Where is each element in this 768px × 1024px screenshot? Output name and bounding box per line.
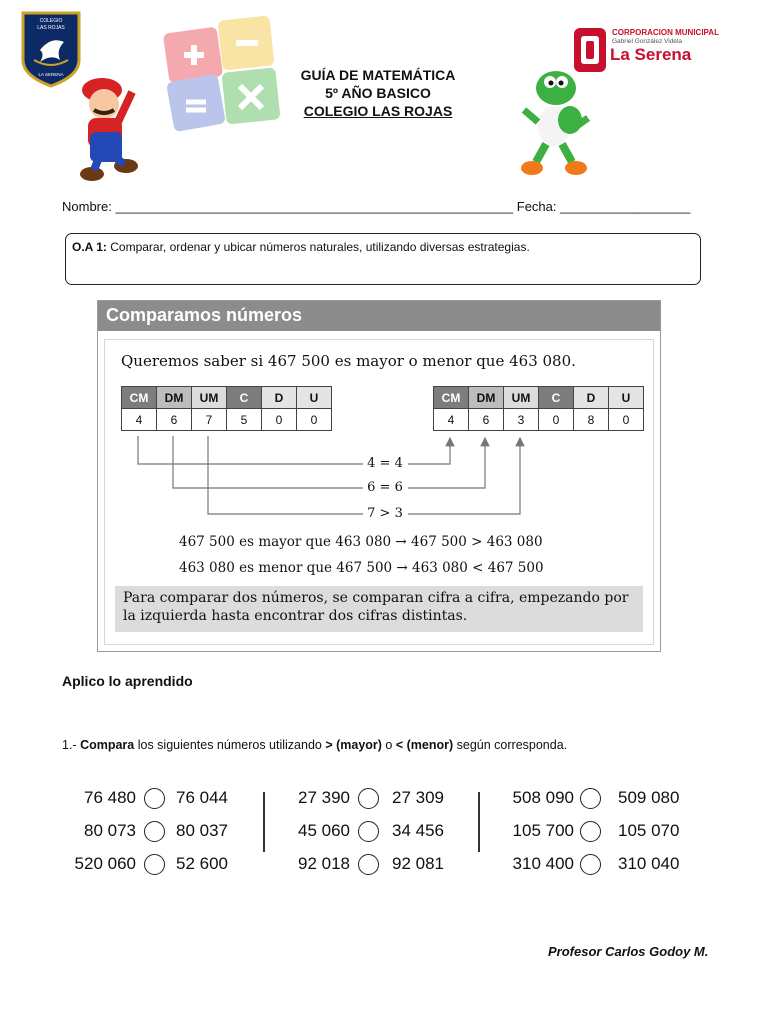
column-divider-1 (263, 792, 265, 852)
left-digit-cell: 4 (122, 409, 157, 431)
connector-arrow-2 (408, 438, 485, 488)
objective-text: Comparar, ordenar y ubicar números naturales, utilizando diversas estrategias. (106, 240, 530, 254)
left-digit-cell: 0 (297, 409, 332, 431)
right-digit-cell: 0 (539, 409, 574, 431)
right-header-cell: C (539, 387, 574, 409)
figure-question: Queremos saber si 467 500 es mayor o menor que 463 080. (121, 352, 576, 370)
left-digit-cell: 0 (262, 409, 297, 431)
number-left: 508 090 (512, 788, 574, 807)
comparison-1: 4 = 4 (367, 456, 403, 471)
left-header-cell: U (297, 387, 332, 409)
title-line-2: 5º AÑO BASICO (325, 85, 431, 101)
instruction-prefix: 1.- (62, 738, 81, 752)
teacher-signature: Profesor Carlos Godoy M. (548, 944, 709, 959)
instruction-mid-1: los siguientes números utilizando (134, 738, 326, 752)
left-digit-cell: 5 (227, 409, 262, 431)
number-left: 92 018 (298, 854, 350, 873)
shield-text-1: COLEGIO (39, 18, 63, 24)
comparison-2: 6 = 6 (367, 480, 403, 495)
figure-body (104, 339, 654, 645)
instruction-bold-menor: < (menor) (395, 738, 454, 752)
right-header-cell: D (574, 387, 609, 409)
right-digit-cell: 4 (434, 409, 469, 431)
number-left: 105 700 (512, 821, 574, 840)
corp-city: La Serena (610, 45, 692, 64)
column-divider-2 (478, 792, 480, 852)
name-field[interactable]: _______________________________________________________ (115, 199, 514, 214)
figure-rule-note: Para comparar dos números, se comparan cifra a cifra, empezando por la izquierda hasta encontrar dos cifras distintas. (115, 586, 643, 632)
left-digit-cell: 6 (157, 409, 192, 431)
yoshi-character-image (516, 66, 596, 184)
objective-label: O.A 1: (72, 240, 107, 254)
right-header-cell: DM (469, 387, 504, 409)
shield-text-3: LA SERENA (38, 72, 64, 77)
right-header-cell: UM (504, 387, 539, 409)
connector-line-3 (208, 436, 363, 514)
left-header-cell: UM (192, 387, 227, 409)
right-digit-cell: 3 (504, 409, 539, 431)
right-digit-cell: 0 (609, 409, 644, 431)
corp-emblem-icon (572, 26, 608, 76)
right-header-cell: U (609, 387, 644, 409)
title-line-3: COLEGIO LAS ROJAS (303, 103, 453, 119)
number-right: 509 080 (618, 788, 680, 807)
mario-character-image (66, 70, 160, 188)
figure-title: Comparamos números (98, 301, 660, 331)
comparison-answer-circle[interactable] (580, 854, 601, 875)
number-right: 310 040 (618, 854, 680, 873)
corporacion-municipal-logo (572, 24, 722, 78)
comparison-answer-circle[interactable] (358, 821, 379, 842)
instruction-mid-2: o (381, 738, 396, 752)
number-right: 34 456 (392, 821, 444, 840)
number-left: 310 400 (512, 854, 574, 873)
comparison-answer-circle[interactable] (144, 854, 165, 875)
comparison-answer-circle[interactable] (358, 788, 379, 809)
number-right: 80 037 (176, 821, 228, 840)
comparison-answer-circle[interactable] (144, 788, 165, 809)
connector-arrow-3 (408, 438, 520, 514)
title-line-1: GUÍA DE MATEMÁTICA (300, 67, 456, 83)
compare-numbers-figure (97, 300, 661, 652)
result-less: 463 080 es menor que 467 500 → 463 080 < 467 500 (179, 560, 544, 576)
shield-text-2: LAS ROJAS (37, 25, 65, 31)
exercise-instruction (62, 738, 567, 752)
corp-subtitle: Gabriel González Videla (612, 38, 682, 45)
left-header-cell: D (262, 387, 297, 409)
section-title: Aplico lo aprendido (62, 673, 193, 689)
number-left: 520 060 (74, 854, 136, 873)
instruction-bold-compara: Compara (80, 738, 135, 752)
connector-arrow-1 (408, 438, 450, 464)
learning-objective-box (65, 233, 701, 285)
number-right: 27 309 (392, 788, 444, 807)
left-header-cell: C (227, 387, 262, 409)
comparison-answer-circle[interactable] (144, 821, 165, 842)
comparison-3: 7 > 3 (367, 506, 403, 521)
number-left: 27 390 (298, 788, 350, 807)
connector-line-2 (173, 436, 363, 488)
result-greater: 467 500 es mayor que 463 080 → 467 500 > 463 080 (179, 534, 543, 550)
name-label: Nombre: (62, 199, 112, 214)
number-right: 92 081 (392, 854, 444, 873)
number-left: 80 073 (84, 821, 136, 840)
instruction-bold-mayor: > (mayor) (325, 738, 382, 752)
left-header-cell: DM (157, 387, 192, 409)
left-header-cell: CM (122, 387, 157, 409)
connector-line-1 (138, 436, 363, 464)
right-digit-cell: 8 (574, 409, 609, 431)
right-digit-cell: 6 (469, 409, 504, 431)
instruction-suffix: según corresponda. (453, 738, 568, 752)
left-digit-cell: 7 (192, 409, 227, 431)
comparison-answer-circle[interactable] (580, 821, 601, 842)
number-left: 76 480 (84, 788, 136, 807)
date-label: Fecha: (516, 199, 557, 214)
corp-name: CORPORACION MUNICIPAL (612, 28, 719, 37)
number-left: 45 060 (298, 821, 350, 840)
worksheet-title (250, 66, 506, 120)
date-field[interactable]: __________________ (560, 199, 691, 214)
name-date-line (62, 199, 690, 214)
number-right: 52 600 (176, 854, 228, 873)
right-header-cell: CM (434, 387, 469, 409)
number-right: 105 070 (618, 821, 680, 840)
comparison-answer-circle[interactable] (358, 854, 379, 875)
number-right: 76 044 (176, 788, 228, 807)
comparison-answer-circle[interactable] (580, 788, 601, 809)
